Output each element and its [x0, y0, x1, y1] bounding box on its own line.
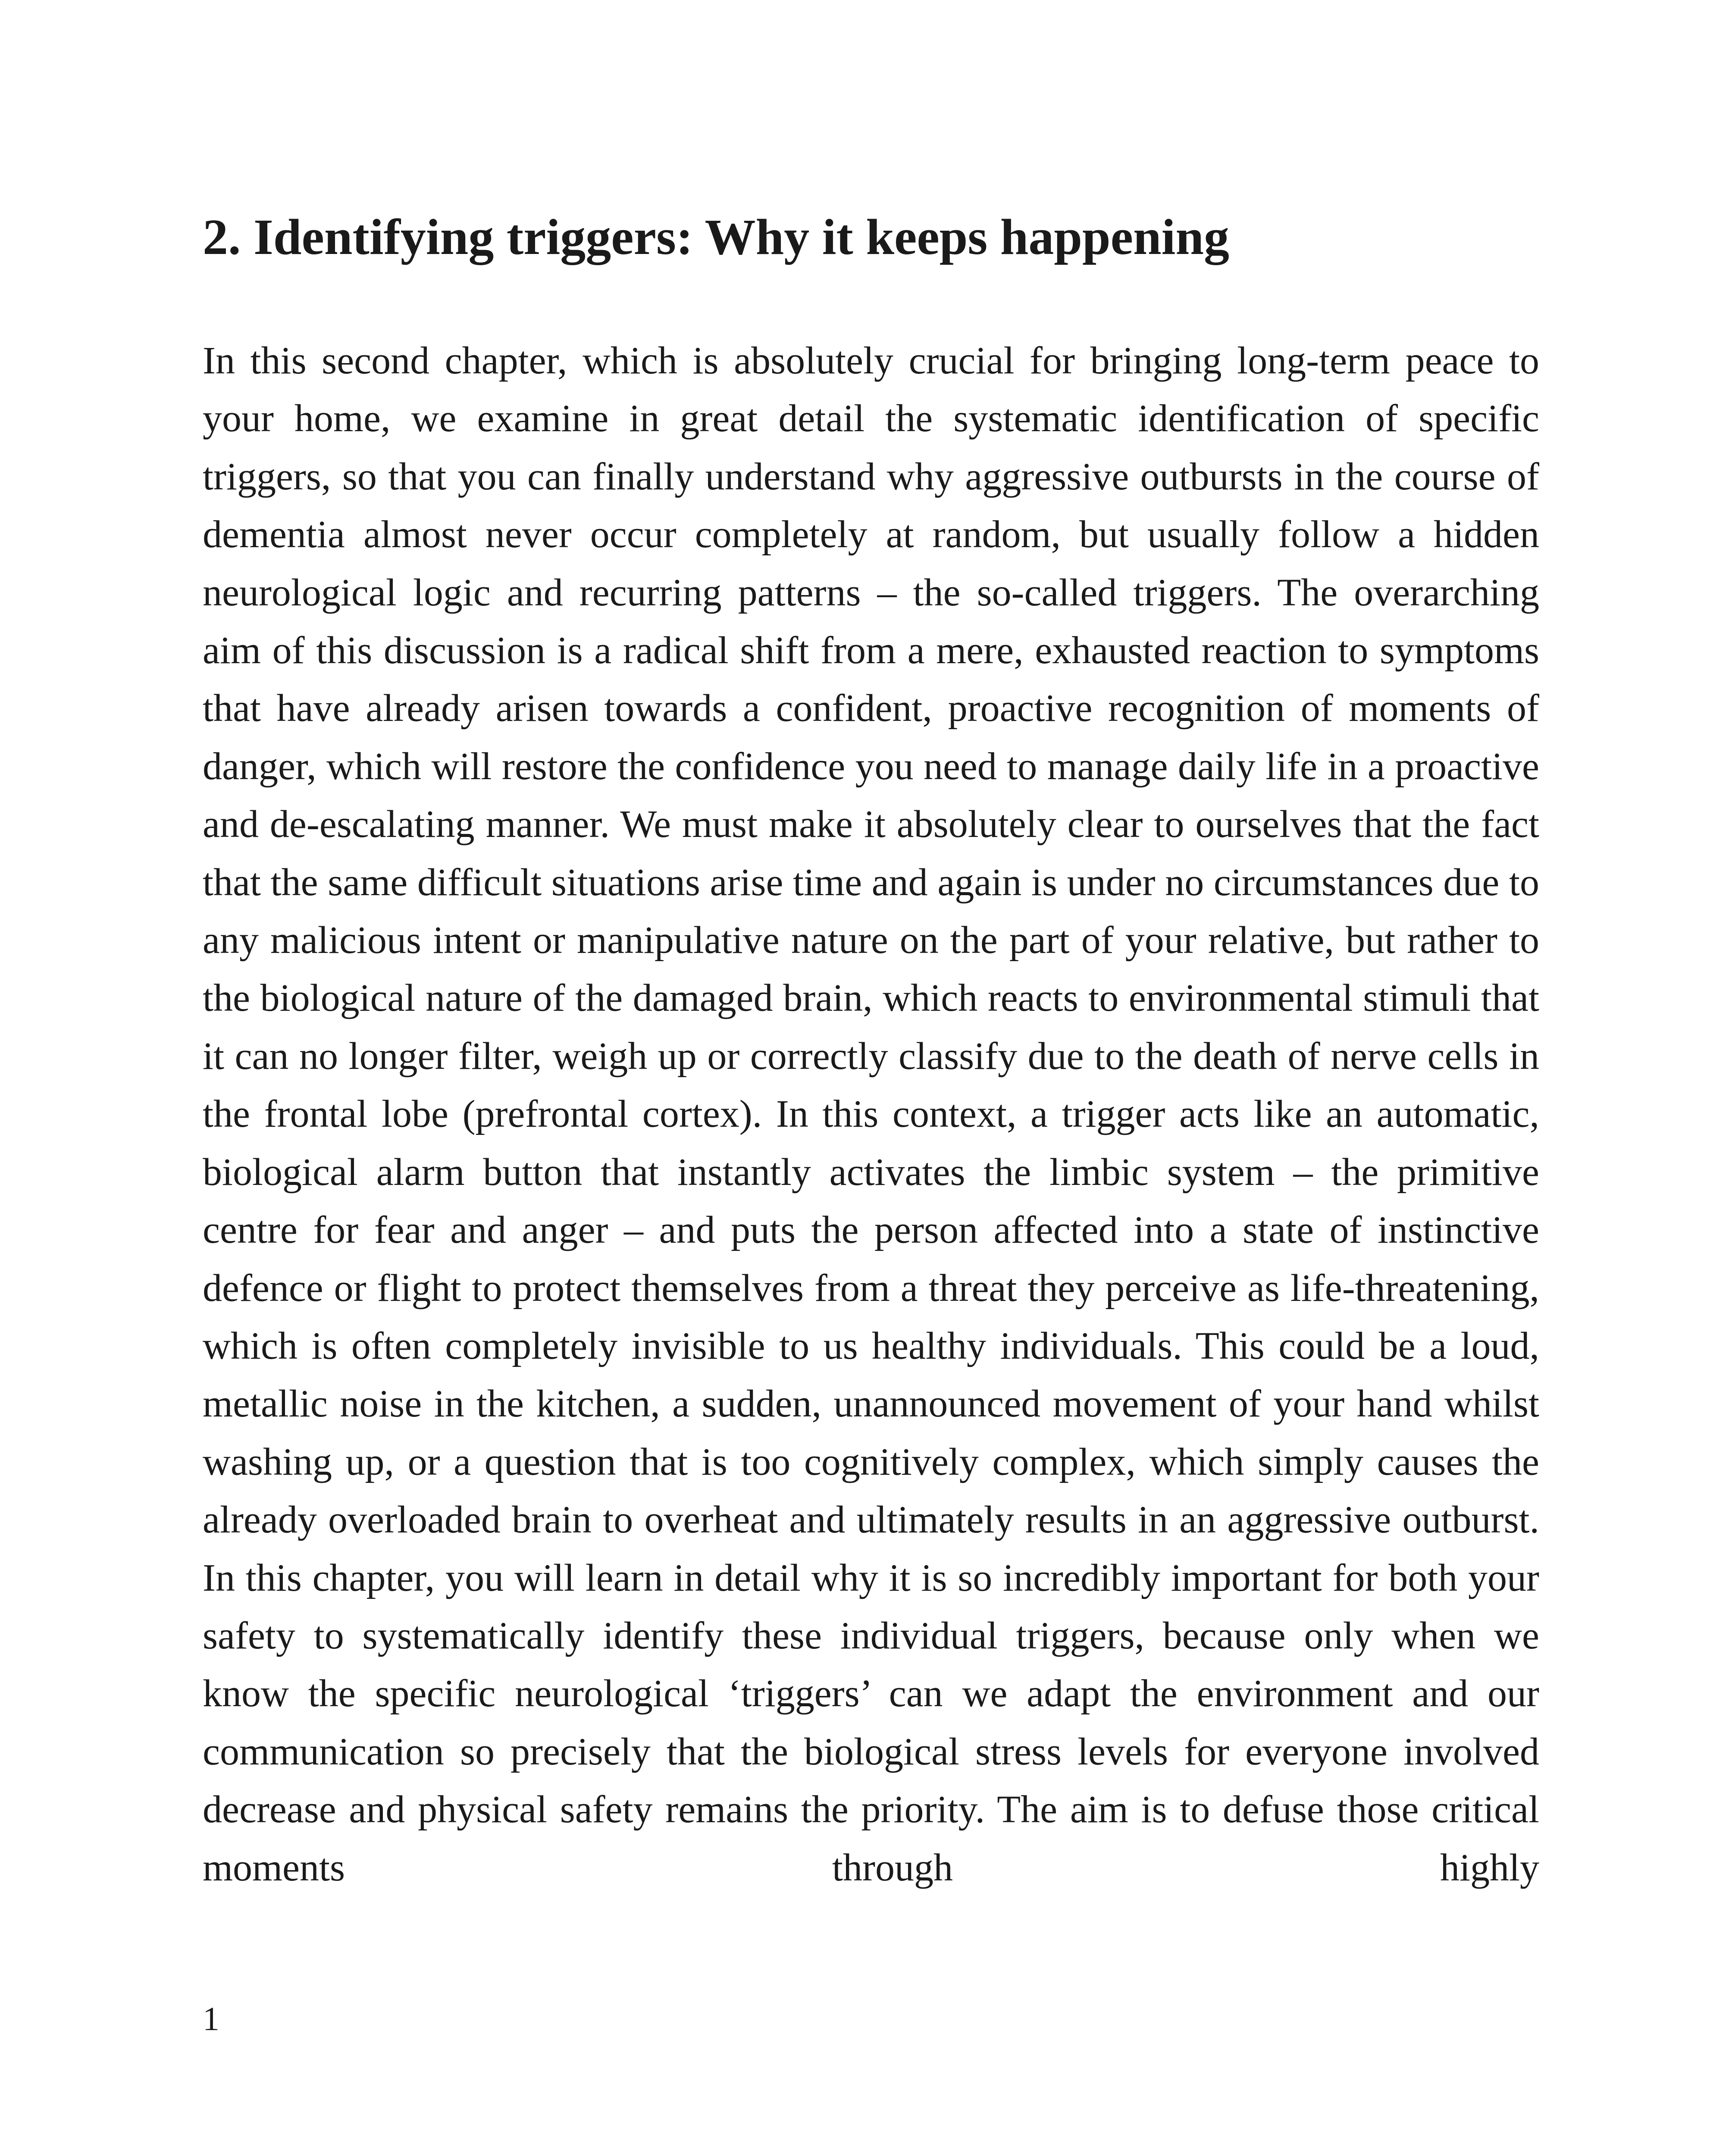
page-content — [203, 203, 1539, 1897]
chapter-title: 2. Identifying triggers: Why it keeps happening — [203, 209, 1230, 265]
chapter-body-paragraph: In this second chapter, which is absolutely crucial for bringing long-term peace to your home, we examine in great detail the systematic identification of specific triggers, so that you can finally understand why aggressive outbursts in the course of dementia almost never occur completely at random, but usually follow a hidden neurological logic and recurring patterns – the so-called triggers. The overarching aim of this discussion is a radical shift from a mere, exhausted reaction to symptoms that have already arisen towards a confident, proactive recognition of moments of danger, which will restore the confidence you need to manage daily life in a proactive and de-escalating manner. We must make it absolutely clear to ourselves that the fact that the same difficult situations arise time and again is under no circumstances due to any malicious intent or manipulative nature on the part of your relative, but rather to the biological nature of the damaged brain, which reacts to environmental stimuli that it can no longer filter, weigh up or correctly classify due to the death of nerve cells in the frontal lobe (prefrontal cortex). In this context, a trigger acts like an automatic, biological alarm button that instantly activates the limbic system – the primitive centre for fear and anger – and puts the person affected into a state of instinctive defence or flight to protect themselves from a threat they perceive as life-threatening, which is often completely invisible to us healthy individuals. This could be a loud, metallic noise in the kitchen, a sudden, unannounced movement of your hand whilst washing up, or a question that is too cognitively complex, which simply causes the already overloaded brain to overheat and ultimately results in an aggressive outburst. In this chapter, you will learn in detail why it is so incredibly important for both your safety to systematically identify these individual triggers, because only when we know the specific neurological ‘triggers’ can we adapt the environment and our communication so precisely that the biological stress levels for everyone involved decrease and physical safety remains the priority. The aim is to defuse those critical moments through highly — [203, 339, 1539, 1889]
page-number: 1 — [203, 2000, 219, 2037]
